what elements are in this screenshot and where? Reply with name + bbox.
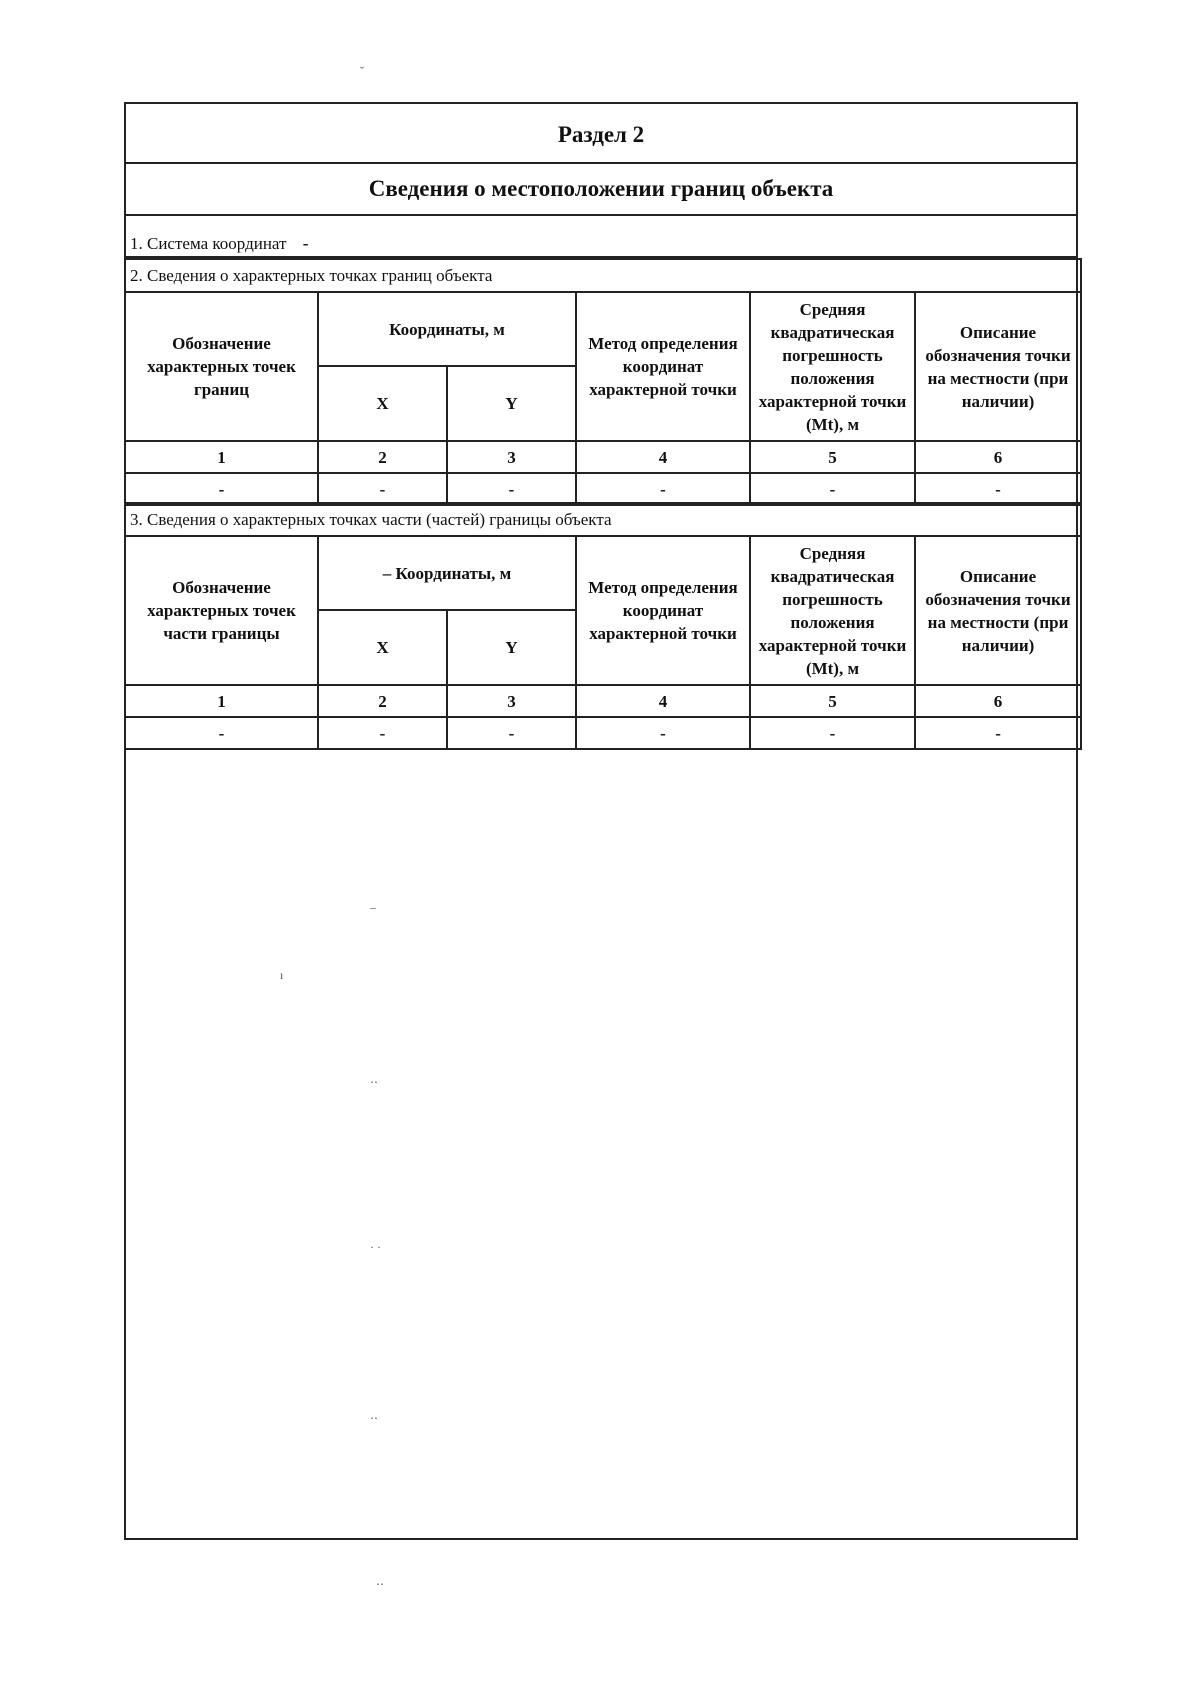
part3-heading: 3. Сведения о характерных точках части (частей) границы объекта bbox=[125, 503, 1081, 536]
part3-num-2: 2 bbox=[318, 685, 447, 717]
part3-cell-1: - bbox=[125, 717, 318, 749]
part2-cell-3: - bbox=[447, 473, 576, 505]
part3-num-3: 3 bbox=[447, 685, 576, 717]
scan-speck: ‥ bbox=[370, 1072, 379, 1086]
table-row bbox=[125, 717, 1081, 749]
part2-col-method: Метод определения координат характерной точки bbox=[576, 292, 750, 441]
part3-cell-3: - bbox=[447, 717, 576, 749]
part2-num-5: 5 bbox=[750, 441, 915, 473]
part3-col-x: X bbox=[318, 610, 447, 685]
part2-num-3: 3 bbox=[447, 441, 576, 473]
boundary-part-points-table bbox=[124, 502, 1080, 750]
part2-col-error: Средняя квадратическая погрешность положения характерной точки (Mt), м bbox=[750, 292, 915, 441]
part3-col-coords: – Координаты, м bbox=[318, 536, 576, 610]
part3-num-6: 6 bbox=[915, 685, 1081, 717]
part3-cell-4: - bbox=[576, 717, 750, 749]
part2-col-description: Описание обозначения точки на местности (при наличии) bbox=[915, 292, 1081, 441]
scan-speck: · · bbox=[370, 1240, 381, 1254]
part2-col-y: Y bbox=[447, 366, 576, 441]
part2-num-4: 4 bbox=[576, 441, 750, 473]
part2-num-6: 6 bbox=[915, 441, 1081, 473]
part3-col-error: Средняя квадратическая погрешность положения характерной точки (Mt), м bbox=[750, 536, 915, 685]
coordinate-system-value: - bbox=[302, 234, 309, 253]
part2-col-designation: Обозначение характерных точек границ bbox=[125, 292, 318, 441]
coordinate-system-band bbox=[124, 216, 1078, 258]
section-subtitle-band bbox=[124, 164, 1078, 216]
scan-speck: ı bbox=[280, 968, 284, 982]
coordinate-system-text bbox=[130, 234, 308, 254]
part3-cell-6: - bbox=[915, 717, 1081, 749]
part3-col-designation: Обозначение характерных точек части границы bbox=[125, 536, 318, 685]
scan-speck: ‥ bbox=[370, 1408, 379, 1422]
part3-cell-2: - bbox=[318, 717, 447, 749]
part2-heading: 2. Сведения о характерных точках границ объекта bbox=[125, 259, 1081, 292]
part2-cell-4: - bbox=[576, 473, 750, 505]
part3-col-description: Описание обозначения точки на местности (при наличии) bbox=[915, 536, 1081, 685]
part3-num-1: 1 bbox=[125, 685, 318, 717]
scan-speck: ‥ bbox=[376, 1574, 385, 1588]
boundary-points-table bbox=[124, 258, 1080, 506]
part3-col-method: Метод определения координат характерной точки bbox=[576, 536, 750, 685]
part2-cell-1: - bbox=[125, 473, 318, 505]
table-row bbox=[125, 473, 1081, 505]
part3-cell-5: - bbox=[750, 717, 915, 749]
part2-num-1: 1 bbox=[125, 441, 318, 473]
part3-num-4: 4 bbox=[576, 685, 750, 717]
part2-num-2: 2 bbox=[318, 441, 447, 473]
section-title-band bbox=[124, 104, 1078, 164]
part2-cell-2: - bbox=[318, 473, 447, 505]
document-frame bbox=[124, 102, 1078, 1540]
part2-col-x: X bbox=[318, 366, 447, 441]
coordinate-system-label: 1. Система координат bbox=[130, 234, 287, 253]
part3-num-5: 5 bbox=[750, 685, 915, 717]
part2-cell-5: - bbox=[750, 473, 915, 505]
part2-col-coords: Координаты, м bbox=[318, 292, 576, 366]
scan-speck: – bbox=[370, 900, 376, 914]
part3-col-y: Y bbox=[447, 610, 576, 685]
section-subtitle: Сведения о местоположении границ объекта bbox=[368, 176, 834, 201]
scan-speck: ˇ bbox=[360, 64, 364, 78]
part2-cell-6: - bbox=[915, 473, 1081, 505]
section-title: Раздел 2 bbox=[557, 122, 645, 147]
